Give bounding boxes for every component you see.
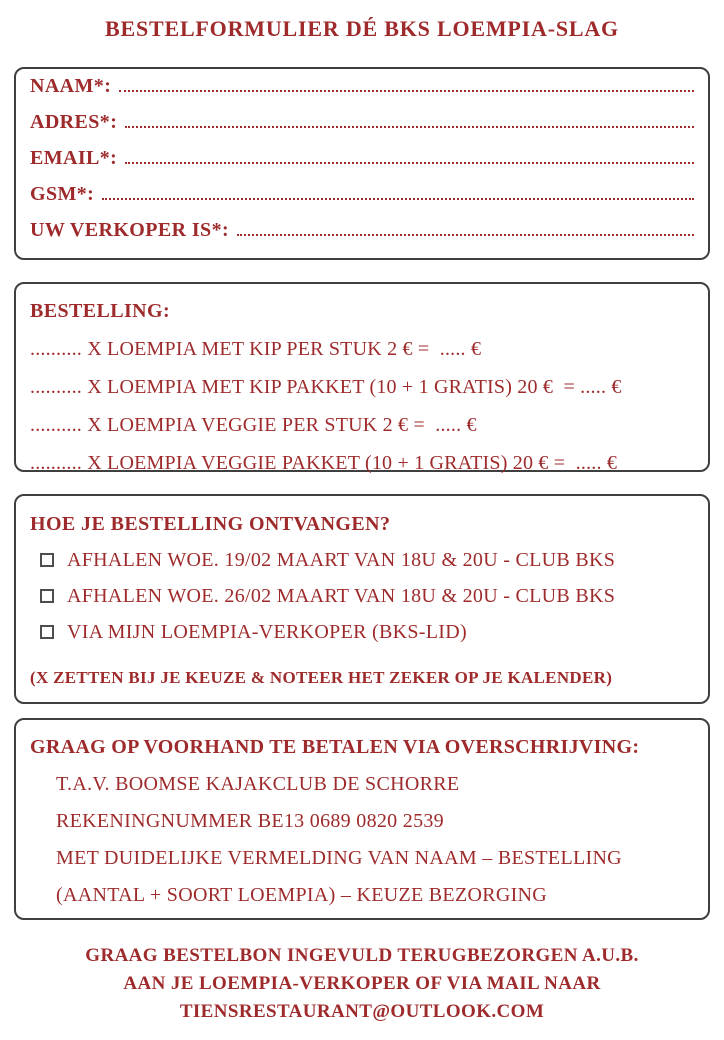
checkbox-verkoper[interactable] (40, 625, 54, 639)
footer (0, 942, 724, 1026)
field-row-verkoper (30, 219, 694, 255)
delivery-heading: HOE JE BESTELLING ONTVANGEN? (30, 512, 391, 535)
page-title: BESTELFORMULIER DÉ BKS LOEMPIA-SLAG (105, 16, 619, 41)
adres-fill-line[interactable] (125, 126, 694, 128)
payment-line-vermelding: MET DUIDELIJKE VERMELDING VAN NAAM – BESTELLING (56, 847, 622, 869)
field-row-email (30, 147, 694, 183)
verkoper-label: UW VERKOPER IS*: (30, 219, 230, 241)
payment-line-tav: T.A.V. BOOMSE KAJAKCLUB DE SCHORRE (56, 773, 460, 795)
payment-heading: GRAAG OP VOORHAND TE BETALEN VIA OVERSCHRIJVING: (30, 735, 640, 758)
delivery-note: (X ZETTEN BIJ JE KEUZE & NOTEER HET ZEKER OP JE KALENDER) (30, 668, 613, 687)
field-row-naam (30, 75, 694, 111)
field-row-adres (30, 111, 694, 147)
delivery-option-afhalen-26 (30, 578, 694, 614)
delivery-option-label: AFHALEN WOE. 19/02 MAART VAN 18U & 20U - CLUB BKS (67, 548, 616, 571)
order-heading: BESTELLING: (30, 299, 171, 322)
gsm-label: GSM*: (30, 183, 95, 205)
contact-box (14, 67, 710, 260)
checkbox-afhalen-26[interactable] (40, 589, 54, 603)
order-line-kip-pakket: .......... X LOEMPIA MET KIP PAKKET (10 + 1 GRATIS) 20 € = ..... € (30, 375, 622, 398)
order-line-veggie-pakket: .......... X LOEMPIA VEGGIE PAKKET (10 + 1 GRATIS) 20 € = ..... € (30, 451, 618, 474)
payment-line-rekening: REKENINGNUMMER BE13 0689 0820 2539 (56, 810, 444, 832)
delivery-option-verkoper (30, 614, 694, 650)
gsm-fill-line[interactable] (102, 198, 694, 200)
footer-email: TIENSRESTAURANT@OUTLOOK.COM (179, 1001, 545, 1022)
naam-label: NAAM*: (30, 75, 112, 97)
field-row-gsm (30, 183, 694, 219)
delivery-option-label: AFHALEN WOE. 26/02 MAART VAN 18U & 20U - CLUB BKS (67, 584, 616, 607)
order-line-kip-stuk: .......... X LOEMPIA MET KIP PER STUK 2 € = ..... € (30, 337, 482, 360)
payment-line-aantal: (AANTAL + SOORT LOEMPIA) – KEUZE BEZORGING (56, 884, 548, 906)
footer-line-1: GRAAG BESTELBON INGEVULD TERUGBEZORGEN A.U.B. (85, 945, 639, 966)
delivery-box (14, 494, 710, 704)
delivery-option-label: VIA MIJN LOEMPIA-VERKOPER (BKS-LID) (67, 620, 467, 643)
naam-fill-line[interactable] (119, 90, 694, 92)
footer-line-2: AAN JE LOEMPIA-VERKOPER OF VIA MAIL NAAR (123, 973, 601, 994)
checkbox-afhalen-19[interactable] (40, 553, 54, 567)
email-label: EMAIL*: (30, 147, 118, 169)
order-line-veggie-stuk: .......... X LOEMPIA VEGGIE PER STUK 2 € = ..... € (30, 413, 477, 436)
verkoper-fill-line[interactable] (237, 234, 694, 236)
email-fill-line[interactable] (125, 162, 694, 164)
payment-box (14, 718, 710, 920)
order-box (14, 282, 710, 472)
adres-label: ADRES*: (30, 111, 118, 133)
delivery-option-afhalen-19 (30, 542, 694, 578)
